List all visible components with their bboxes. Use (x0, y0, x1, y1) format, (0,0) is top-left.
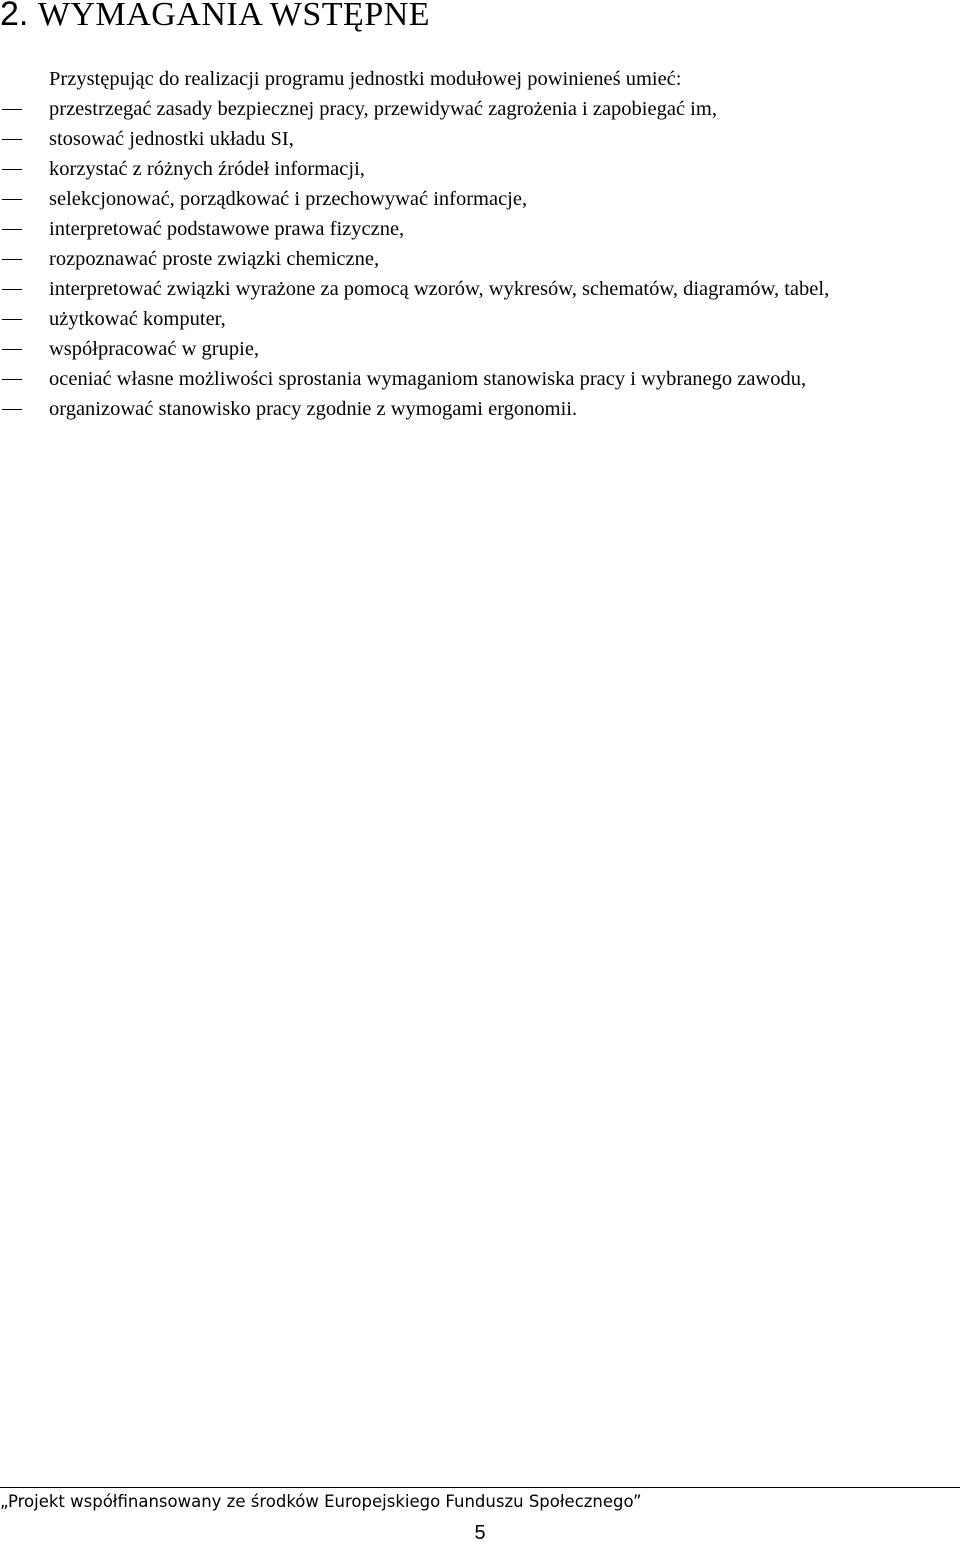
requirements-list (0, 94, 960, 424)
list-item (0, 304, 960, 334)
list-item (0, 274, 960, 304)
list-item-text: przestrzegać zasady bezpiecznej pracy, przewidywać zagrożenia i zapobiegać im, (49, 98, 717, 120)
section-heading (0, 0, 430, 35)
list-item-text: stosować jednostki układu SI, (49, 128, 294, 150)
page-number: 5 (474, 1522, 486, 1544)
list-item (0, 394, 960, 424)
dash-bullet-icon (2, 349, 22, 350)
list-item-text: selekcjonować, porządkować i przechowywać informacje, (49, 188, 528, 210)
dash-bullet-icon (2, 259, 22, 260)
footer-divider (0, 1487, 960, 1488)
funding-note: „Projekt współfinansowany ze środków Europejskiego Funduszu Społecznego” (0, 1492, 642, 1511)
list-item (0, 364, 960, 394)
list-item (0, 154, 960, 184)
dash-bullet-icon (2, 169, 22, 170)
list-item-text: współpracować w grupie, (49, 338, 260, 360)
section-number: 2. (0, 0, 29, 33)
list-item-text: organizować stanowisko pracy zgodnie z wymogami ergonomii. (49, 398, 578, 420)
intro-paragraph: Przystępując do realizacji programu jednostki modułowej powinieneś umieć: (49, 68, 682, 90)
dash-bullet-icon (2, 319, 22, 320)
list-item (0, 244, 960, 274)
list-item (0, 214, 960, 244)
list-item-text: interpretować podstawowe prawa fizyczne, (49, 218, 405, 240)
dash-bullet-icon (2, 139, 22, 140)
dash-bullet-icon (2, 109, 22, 110)
document-body (0, 64, 960, 424)
list-item-text: użytkować komputer, (49, 308, 226, 330)
list-item-text: korzystać z różnych źródeł informacji, (49, 158, 365, 180)
dash-bullet-icon (2, 229, 22, 230)
list-item-text: interpretować związki wyrażone za pomocą wzorów, wykresów, schematów, diagramów, tabel, (49, 278, 830, 300)
list-item-text: oceniać własne możliwości sprostania wymaganiom stanowiska pracy i wybranego zawodu, (49, 368, 807, 390)
dash-bullet-icon (2, 289, 22, 290)
list-item (0, 334, 960, 364)
section-title: WYMAGANIA WSTĘPNE (37, 0, 431, 33)
list-item (0, 124, 960, 154)
list-item (0, 94, 960, 124)
dash-bullet-icon (2, 379, 22, 380)
dash-bullet-icon (2, 199, 22, 200)
dash-bullet-icon (2, 409, 22, 410)
list-item (0, 184, 960, 214)
list-item-text: rozpoznawać proste związki chemiczne, (49, 248, 380, 270)
